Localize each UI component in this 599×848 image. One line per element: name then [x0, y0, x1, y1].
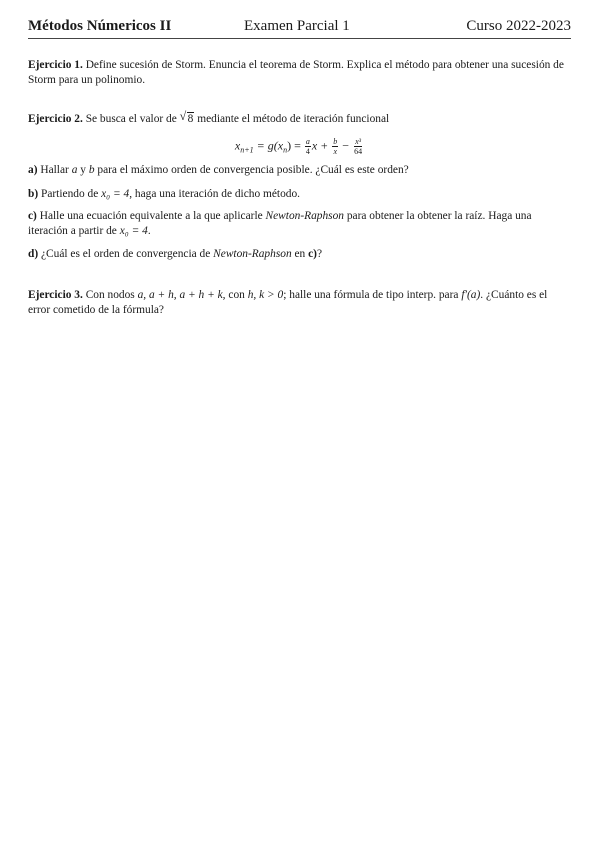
course-title: Métodos Númericos II	[28, 18, 172, 34]
part-a-var-b: b	[88, 164, 95, 176]
exercise-3-pre: Con nodos	[85, 289, 135, 301]
exercise-1	[28, 58, 571, 87]
exercise-3-post: ; halle una fórmula de tipo interp. para	[283, 289, 459, 301]
part-d-method-name: Newton-Raphson	[213, 248, 292, 260]
part-a-post: para el máximo orden de convergencia posible. ¿Cuál es este orden?	[97, 164, 409, 176]
eq-mid-close: ) =	[287, 138, 301, 153]
part-d-pre: ¿Cuál es el orden de convergencia de	[41, 248, 211, 260]
part-d-post: ?	[316, 248, 323, 260]
eq-fraction-bx	[332, 137, 338, 156]
part-b-pre: Partiendo de	[41, 188, 99, 200]
part-a-var-a: a	[71, 164, 78, 176]
part-c-post: .	[147, 224, 151, 237]
exercise-3	[28, 288, 571, 317]
exercise-2-part-a	[28, 163, 571, 178]
page-header	[28, 18, 571, 38]
exercise-2-part-b	[28, 187, 571, 202]
part-c-math: x₀ = 4	[119, 224, 148, 237]
part-c-method-name: Newton-Raphson	[265, 210, 344, 222]
frac-a-num: a	[305, 137, 310, 146]
frac-a-den: 4	[305, 147, 310, 156]
academic-year: Curso 2022-2023	[466, 18, 571, 34]
part-d-mid: en	[294, 248, 306, 260]
eq-term-x: x +	[311, 138, 329, 153]
eq-lhs-var: x	[234, 138, 241, 153]
eq-minus: −	[342, 138, 350, 153]
exercise-2-intro-pre: Se busca el valor de	[85, 113, 177, 125]
exercise-3-derivative: f′(a)	[461, 289, 481, 301]
sqrt-expression: √ 8	[179, 109, 194, 125]
part-d-ref: c)	[308, 248, 317, 260]
exercise-1-text: Define sucesión de Storm. Enuncia el teorema de Storm. Explica el método para obtener una sucesión de Storm para un polinomio.	[28, 59, 564, 86]
part-b-post: , haga una iteración de dicho método.	[129, 188, 301, 200]
exercise-3-label: Ejercicio 3.	[28, 289, 83, 301]
eq-fraction-a4	[305, 137, 311, 156]
part-c-label: c)	[28, 210, 37, 222]
eq-mid: = g(x	[256, 138, 284, 153]
sqrt-radicand: 8	[187, 113, 194, 125]
eq-mid-sub: n	[283, 145, 288, 155]
exercise-3-mid: con	[228, 289, 245, 301]
exercise-2-part-c	[28, 209, 571, 238]
part-c-pre: Halle una ecuación equivalente a la que aplicarle	[39, 210, 263, 222]
eq-fraction-x3-64	[353, 137, 363, 156]
frac-b-num: b	[333, 137, 338, 146]
part-b-label: b)	[28, 188, 39, 200]
exam-title: Examen Parcial 1	[244, 18, 350, 34]
eq-lhs-sub: n+1	[240, 145, 254, 155]
frac-x3-num: x³	[355, 137, 362, 146]
part-a-label: a)	[28, 164, 38, 176]
exercise-2-intro	[28, 109, 571, 127]
part-b-math: x₀ = 4	[101, 188, 130, 200]
part-a-mid: y	[80, 164, 86, 176]
part-d-label: d)	[28, 248, 39, 260]
frac-64-den: 64	[354, 147, 363, 156]
exercise-2-label: Ejercicio 2.	[28, 113, 83, 125]
exercise-3-nodes: a, a + h, a + h + k,	[137, 289, 226, 301]
iteration-equation	[28, 137, 571, 158]
exercise-2-part-d	[28, 247, 571, 262]
part-a-pre: Hallar	[40, 164, 69, 176]
frac-b-den: x	[333, 147, 338, 156]
header-rule	[28, 38, 571, 39]
exercise-2-intro-post: mediante el método de iteración funcional	[197, 113, 390, 125]
exercise-1-label: Ejercicio 1.	[28, 59, 83, 71]
part-c-mid: para obtener la obtener la raíz. Haga una iteración a partir de	[28, 210, 532, 237]
exercise-3-end: . ¿Cuánto es el error cometido de la fórmula?	[28, 289, 548, 316]
exercise-3-condition: h, k > 0	[247, 289, 284, 301]
